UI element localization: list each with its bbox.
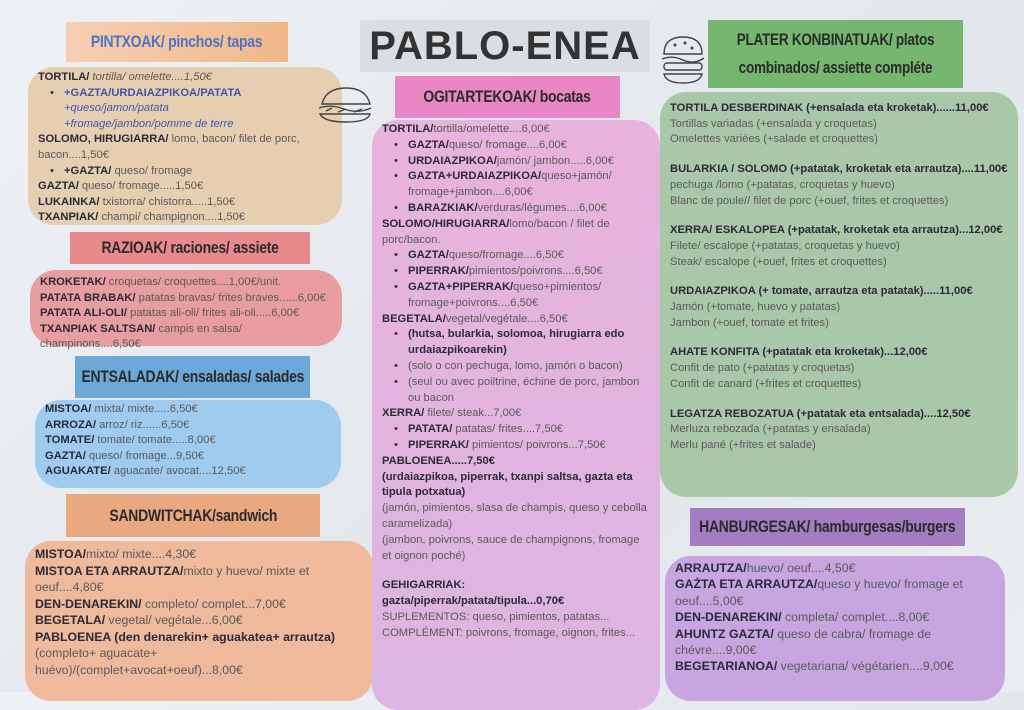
burger-icon bbox=[660, 34, 706, 86]
menu-item bbox=[45, 402, 331, 418]
menu-item bbox=[45, 418, 331, 434]
item-description: completa/ complet....8,00€ bbox=[781, 610, 930, 625]
item-description: tomate/ tomate.....8,00€ bbox=[94, 434, 216, 447]
item-description: Jambon (+ouef, tomate et frites) bbox=[670, 316, 829, 329]
menu-item bbox=[382, 470, 650, 502]
item-description: Steak/ escalope (+ouef, frites et croquettes) bbox=[670, 255, 887, 268]
item-name: PATATA/ bbox=[408, 423, 453, 436]
item-name: PABLOENEA.....7,50€ bbox=[382, 454, 495, 467]
item-name: PIPERRAK/ bbox=[408, 438, 469, 451]
menu-item bbox=[382, 454, 650, 470]
item-name: TORTILA DESBERDINAK (+ensalada eta kroketak)......11,00€ bbox=[670, 102, 989, 114]
item-description: croquetas/ croquettes....1,00€/unit. bbox=[105, 276, 282, 288]
menu-item bbox=[382, 422, 650, 438]
menu-item bbox=[38, 210, 332, 226]
item-name: GAŻTA ETA ARRAUTZA/ bbox=[675, 577, 818, 592]
menu-item bbox=[35, 596, 363, 613]
menu-item bbox=[38, 86, 332, 102]
menu-item bbox=[670, 422, 1008, 438]
menu-item bbox=[382, 594, 650, 610]
item-name: MISTOA ETA ARRAUTZA/ bbox=[35, 563, 184, 578]
menu-item bbox=[670, 316, 1008, 332]
item-name: URDAIAZPIKOA/ bbox=[408, 154, 497, 167]
menu-item bbox=[382, 438, 650, 454]
menu-item bbox=[670, 377, 1008, 393]
item-description: (solo o con pechuga, lomo, jamón o bacon) bbox=[408, 359, 623, 372]
item-name: PATATA BRABAK/ bbox=[40, 291, 136, 304]
header-entsaladak: ENTSALADAK/ ensaladas/ salades bbox=[75, 356, 310, 398]
item-description: Merluza rebozada (+patatas y ensalada) bbox=[670, 423, 871, 436]
entsaladak-menu-box bbox=[35, 400, 341, 488]
item-description: queso+pimientos/ fromage+poivrons....6,50€ bbox=[408, 280, 602, 309]
item-description: mixto/ mixte....4,30€ bbox=[86, 547, 197, 561]
menu-item bbox=[670, 162, 1008, 178]
menu-item bbox=[382, 201, 650, 217]
header-pintxoak: PINTXOAK/ pinchos/ tapas bbox=[66, 22, 288, 62]
menu-item bbox=[382, 312, 650, 328]
menu-item bbox=[382, 264, 650, 280]
menu-item bbox=[38, 117, 332, 133]
menu-item bbox=[40, 306, 332, 322]
item-description: aguacate/ avocat....12,50€ bbox=[110, 465, 246, 478]
item-name: BARAZKIAK/ bbox=[408, 201, 478, 214]
item-name: GAZTA/ bbox=[38, 180, 79, 193]
item-description: queso de cabra/ fromage de chévre....9,00€ bbox=[675, 626, 932, 658]
item-name: URDAIAZPIKOA (+ tomate, arrautza eta patatak).....11,00€ bbox=[670, 285, 973, 298]
item-description: vegetariana/ végétarien....9,00€ bbox=[777, 659, 954, 674]
item-name: TOMATE/ bbox=[45, 434, 95, 447]
item-description: (completo+ aguacate+ huévo)/(complet+avocat+oeuf)...8,00€ bbox=[35, 646, 243, 677]
menu-item bbox=[382, 280, 650, 312]
menu-item bbox=[382, 138, 650, 154]
item-name: DEN-DENAREKIN/ bbox=[675, 610, 782, 625]
item-name: GAZTA/ bbox=[408, 249, 449, 262]
item-name: SOLOMO/HIRUGIARRA/ bbox=[382, 217, 510, 230]
item-name: AGUAKATE/ bbox=[45, 465, 111, 478]
item-name: BEGETALA/ bbox=[382, 312, 446, 325]
item-description: jamón/ jambon.....6,00€ bbox=[496, 154, 614, 167]
item-description: champi/ champignon....1,50€ bbox=[98, 211, 246, 224]
item-description: queso/ fromage...9,50€ bbox=[85, 449, 204, 462]
menu-item bbox=[670, 407, 1008, 423]
item-description: mixto y huevo/ mixte et oeuf....4,80€ bbox=[35, 563, 310, 594]
item-name: KROKETAK/ bbox=[40, 276, 106, 288]
item-description: huevo/ oeuf....4,50€ bbox=[746, 561, 856, 575]
item-name: GAZTA+URDAIAZPIKOA/ bbox=[408, 170, 542, 183]
restaurant-title: PABLO-ENEA bbox=[360, 20, 650, 72]
sandwich-icon bbox=[316, 84, 374, 126]
menu-item bbox=[675, 626, 995, 659]
menu-item bbox=[45, 449, 331, 465]
item-description: vegetal/vegétale....6,50€ bbox=[445, 312, 568, 325]
menu-item bbox=[35, 629, 363, 679]
menu-item bbox=[35, 563, 363, 596]
item-description: pechuga /lomo (+patatas, croquetas y huevo) bbox=[670, 178, 895, 191]
item-description: patatas ali-oli/ frites ali-oli.....6,00€ bbox=[127, 307, 300, 320]
item-name: PABLOENEA (den denarekin+ aguakatea+ arrautza) bbox=[35, 629, 336, 644]
item-description: (seul ou avec poiltrine, échine de porc, jambon ou bacon bbox=[408, 375, 640, 404]
item-description: tortilla/omelette....6,00€ bbox=[433, 123, 550, 135]
item-description: campis en salsa/ champinons....6,50€ bbox=[40, 322, 242, 351]
menu-item bbox=[382, 154, 650, 170]
ogitartekoak-menu-box bbox=[372, 120, 660, 710]
item-name: DEN-DENAREKIN/ bbox=[35, 596, 142, 611]
item-name: GAZTA+PIPERRAK/ bbox=[408, 280, 514, 293]
menu-item bbox=[382, 248, 650, 264]
hanburgesak-menu-box bbox=[665, 556, 1005, 701]
menu-item bbox=[670, 223, 1008, 239]
header-ogitartekoak: OGITARTEKOAK/ bocatas bbox=[395, 76, 620, 118]
spacer bbox=[670, 148, 1008, 162]
header-plater-konbinatuak: PLATER KONBINATUAK/ platos combinados/ assiette compléte bbox=[708, 20, 963, 88]
razioak-menu-box bbox=[30, 270, 342, 351]
menu-item bbox=[382, 169, 650, 201]
item-name: XERRA/ ESKALOPEA (+patatak, kroketak eta arrautza)...12,00€ bbox=[670, 224, 1003, 237]
item-description: lomo, bacon/ filet de porc, bacon....1,50€ bbox=[38, 133, 300, 161]
menu-item bbox=[670, 178, 1008, 194]
item-description: verduras/légumes....6,00€ bbox=[477, 201, 607, 214]
item-name: GEHIGARRIAK: bbox=[382, 579, 466, 592]
menu-item bbox=[670, 361, 1008, 377]
menu-item bbox=[670, 132, 1008, 148]
menu-item bbox=[382, 626, 650, 642]
menu-item bbox=[382, 533, 650, 565]
item-name: (urdaiazpikoa, piperrak, txanpi saltsa, gazta eta tipula potxatua) bbox=[382, 470, 633, 499]
item-name: BEGETARIANOA/ bbox=[675, 659, 778, 674]
item-description: Omelettes variées (+salade et croquettes) bbox=[670, 133, 879, 146]
spacer bbox=[382, 564, 650, 578]
item-description: Confit de pato (+patatas y croquetas) bbox=[670, 362, 855, 375]
menu-item bbox=[38, 101, 332, 117]
item-description: Merlu pané (+frites et salade) bbox=[670, 438, 816, 451]
item-description: (jamón, pimientos, slasa de champis, queso y cebolla caramelizada) bbox=[382, 502, 647, 530]
item-description: Tortillas variadas (+ensalada y croquetas) bbox=[670, 117, 877, 130]
item-description: Jamón (+tomate, huevo y patatas) bbox=[670, 301, 841, 314]
menu-item bbox=[670, 438, 1008, 454]
item-name: XERRA/ bbox=[382, 407, 425, 420]
item-name: LUKAINKA/ bbox=[38, 195, 100, 208]
item-description: queso/ fromage....6,00€ bbox=[448, 138, 567, 151]
item-name: BULARKIA / SOLOMO (+patatak, kroketak eta arrautza)....11,00€ bbox=[670, 163, 1008, 176]
item-description: patatas bravas/ frites braves......6,00€ bbox=[135, 291, 326, 304]
item-name: AHATE KONFITA (+patatak eta kroketak)...12,00€ bbox=[670, 346, 928, 359]
item-name: MISTOA/ bbox=[35, 547, 87, 561]
menu-item bbox=[382, 122, 650, 138]
item-description: +fromage/jambon/pomme de terre bbox=[64, 117, 234, 130]
item-description: pimientos/ poivrons...7,50€ bbox=[468, 438, 606, 451]
menu-item bbox=[675, 609, 995, 625]
spacer bbox=[670, 393, 1008, 407]
menu-item bbox=[45, 433, 331, 449]
item-name: PATATA ALI-OLI/ bbox=[40, 307, 127, 320]
header-hanburgesak: HANBURGESAK/ hamburgesas/burgers bbox=[690, 508, 965, 546]
item-description: (jambon, poivrons, sauce de champignons, fromage et oignon poché) bbox=[382, 533, 640, 562]
item-description: Filete/ escalope (+patatas, croquetas y huevo) bbox=[670, 239, 900, 252]
item-description: SUPLEMENTOS: queso, pimientos, patatas... bbox=[382, 610, 610, 623]
item-name: MISTOA/ bbox=[45, 403, 92, 415]
spacer bbox=[670, 209, 1008, 223]
item-name: BEGETALA/ bbox=[35, 613, 106, 627]
menu-item bbox=[670, 284, 1008, 300]
menu-item bbox=[38, 164, 332, 180]
item-description: tortilla/ omelette....1,50€ bbox=[89, 71, 212, 83]
item-description: queso y huevo/ fromage et oeuf....5,00€ bbox=[675, 577, 963, 608]
sandwitchak-menu-box bbox=[25, 541, 373, 701]
item-description: arroz/ riz......6,50€ bbox=[95, 418, 190, 431]
item-description: queso/ fromage bbox=[111, 164, 193, 177]
item-name: AHUNTZ GAZTA/ bbox=[675, 626, 774, 641]
item-description: COMPLÉMENT: poivrons, fromage, oignon, frites... bbox=[382, 626, 636, 639]
menu-item bbox=[35, 612, 363, 629]
item-description: completo/ complet...7,00€ bbox=[141, 596, 286, 611]
menu-item bbox=[45, 464, 331, 480]
menu-item bbox=[38, 195, 332, 211]
item-description: patatas/ frites....7,50€ bbox=[452, 423, 564, 436]
menu-item bbox=[670, 300, 1008, 316]
menu-item bbox=[38, 132, 332, 163]
header-razioak: RAZIOAK/ raciones/ assiete bbox=[70, 232, 310, 264]
item-name: SOLOMO, HIRUGIARRA/ bbox=[38, 133, 169, 146]
menu-item bbox=[382, 578, 650, 594]
menu-item bbox=[382, 406, 650, 422]
item-description: +queso/jamon/patata bbox=[64, 102, 169, 115]
item-description: queso/fromage....6,50€ bbox=[448, 249, 564, 262]
item-name: ARROZA/ bbox=[45, 418, 96, 431]
pintxoak-menu-box bbox=[28, 67, 342, 225]
menu-item bbox=[38, 70, 332, 86]
menu-item bbox=[35, 546, 363, 563]
item-description: vegetal/ vegétale...6,00€ bbox=[105, 613, 243, 627]
item-name: (hutsa, bularkia, solomoa, hirugiarra edo urdaiazpikoarekin) bbox=[408, 328, 625, 357]
item-name: GAZTA/ bbox=[45, 449, 86, 462]
plater-menu-box bbox=[660, 92, 1018, 497]
menu-item bbox=[40, 322, 332, 353]
item-description: queso/ fromage.....1,50€ bbox=[78, 180, 204, 193]
item-name: GAZTA/ bbox=[408, 138, 449, 151]
menu-item bbox=[670, 255, 1008, 271]
item-name: TORTILA/ bbox=[38, 71, 90, 83]
item-description: txistorra/ chistorra.....1,50€ bbox=[99, 195, 236, 208]
menu-item bbox=[670, 117, 1008, 133]
item-description: queso+jamón/ fromage+jambon....6,00€ bbox=[408, 170, 612, 199]
spacer bbox=[670, 270, 1008, 284]
item-description: lomo/bacon / filet de porc/bacon. bbox=[382, 217, 610, 246]
menu-item bbox=[675, 560, 995, 576]
menu-item bbox=[670, 101, 1008, 117]
item-name: ARRAUTZA/ bbox=[675, 561, 747, 575]
item-name: +GAZTA/ bbox=[64, 164, 112, 177]
item-name: +GAZTA/URDAIAZPIKOA/PATATA bbox=[64, 86, 242, 99]
menu-item bbox=[38, 179, 332, 195]
menu-item bbox=[675, 658, 995, 674]
item-name: TORTILA/ bbox=[382, 123, 434, 135]
item-name: TXANPIAK/ bbox=[38, 211, 99, 224]
menu-item bbox=[670, 194, 1008, 210]
menu-item bbox=[40, 291, 332, 307]
menu-item bbox=[675, 576, 995, 609]
menu-item bbox=[670, 345, 1008, 361]
item-name: LEGATZA REBOZATUA (+patatak eta entsalada)....12,50€ bbox=[670, 407, 971, 420]
item-description: Blanc de poule// filet de porc (+ouef, frites et croquettes) bbox=[670, 194, 949, 207]
menu-item bbox=[382, 359, 650, 375]
item-description: filete/ steak...7,00€ bbox=[424, 407, 522, 420]
header-sandwitchak: SANDWITCHAK/sandwich bbox=[66, 494, 320, 537]
menu-item bbox=[382, 217, 650, 249]
item-name: gazta/piperrak/patata/tipula...0,70€ bbox=[382, 595, 565, 608]
menu-item bbox=[40, 275, 332, 291]
spacer bbox=[670, 331, 1008, 345]
item-name: PIPERRAK/ bbox=[408, 265, 469, 278]
menu-item bbox=[382, 610, 650, 626]
menu-item bbox=[382, 375, 650, 407]
item-description: Confit de canard (+frites et croquettes) bbox=[670, 377, 862, 390]
menu-item bbox=[382, 327, 650, 359]
item-name: TXANPIAK SALTSAN/ bbox=[40, 322, 156, 335]
item-description: pimientos/poivrons....6,50€ bbox=[468, 265, 603, 278]
item-description: mixta/ mixte.....6,50€ bbox=[91, 403, 198, 415]
menu-item bbox=[382, 501, 650, 533]
menu-item bbox=[670, 239, 1008, 255]
